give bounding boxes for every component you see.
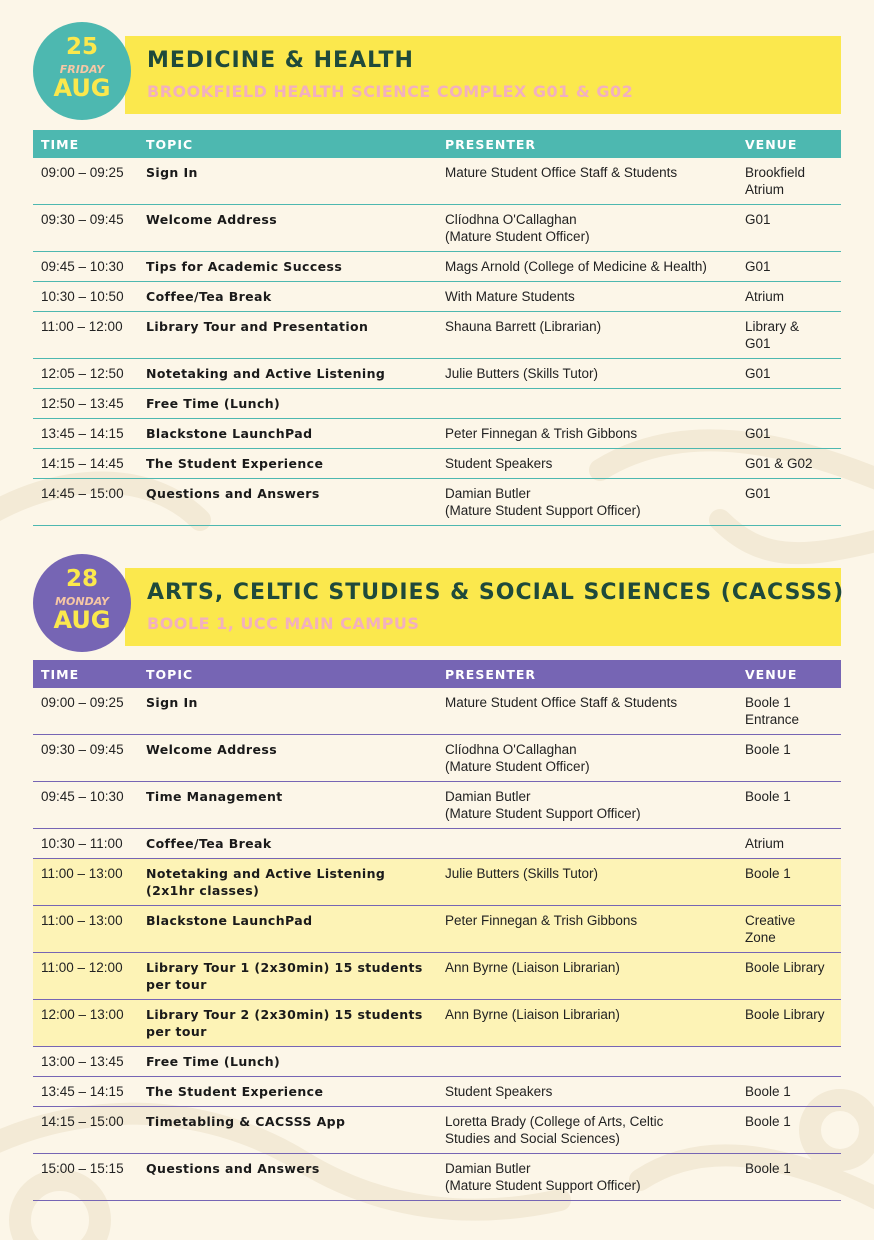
- row-venue: G01: [737, 419, 841, 449]
- header-venue: VENUE: [737, 130, 841, 158]
- schedule-rows: [33, 688, 841, 1201]
- row-time: 12:50 – 13:45: [33, 389, 138, 419]
- row-topic: Blackstone LaunchPad: [138, 419, 437, 449]
- row-time: 13:45 – 14:15: [33, 419, 138, 449]
- row-topic: Time Management: [138, 782, 437, 829]
- row-venue: Boole 1: [737, 1077, 841, 1107]
- row-venue: G01: [737, 252, 841, 282]
- date-day: 25: [65, 34, 98, 60]
- date-month: AUG: [53, 74, 111, 102]
- row-time: 10:30 – 10:50: [33, 282, 138, 312]
- section-banner: [125, 36, 841, 114]
- row-venue: G01: [737, 359, 841, 389]
- row-venue: [737, 1047, 841, 1077]
- row-time: 09:30 – 09:45: [33, 205, 138, 252]
- row-time: 14:15 – 15:00: [33, 1107, 138, 1154]
- row-presenter: [437, 829, 737, 859]
- table-row: [33, 1154, 841, 1201]
- row-presenter: Student Speakers: [437, 1077, 737, 1107]
- row-time: 14:15 – 14:45: [33, 449, 138, 479]
- row-topic: The Student Experience: [138, 1077, 437, 1107]
- row-venue: Library & G01: [737, 312, 841, 359]
- row-time: 14:45 – 15:00: [33, 479, 138, 526]
- row-venue: Boole Library: [737, 1000, 841, 1047]
- date-badge: [33, 554, 131, 652]
- row-venue: Boole 1 Entrance: [737, 688, 841, 735]
- row-presenter: Julie Butters (Skills Tutor): [437, 359, 737, 389]
- table-row: [33, 953, 841, 1000]
- table-header-row: [33, 660, 841, 688]
- table-row: [33, 252, 841, 282]
- table-row: [33, 419, 841, 449]
- row-venue: Boole 1: [737, 859, 841, 906]
- row-presenter: Mature Student Office Staff & Students: [437, 688, 737, 735]
- row-topic: Library Tour 1 (2x30min) 15 students per tour: [138, 953, 437, 1000]
- schedule-table: [33, 130, 841, 526]
- row-venue: Boole 1: [737, 1154, 841, 1201]
- row-time: 15:00 – 15:15: [33, 1154, 138, 1201]
- row-topic: Free Time (Lunch): [138, 389, 437, 419]
- row-presenter: Julie Butters (Skills Tutor): [437, 859, 737, 906]
- row-topic: Welcome Address: [138, 735, 437, 782]
- row-topic: Library Tour 2 (2x30min) 15 students per tour: [138, 1000, 437, 1047]
- row-time: 09:00 – 09:25: [33, 688, 138, 735]
- row-venue: Boole 1: [737, 1107, 841, 1154]
- table-header-row: [33, 130, 841, 158]
- row-presenter: Damian Butler (Mature Student Support Officer): [437, 1154, 737, 1201]
- date-badge: [33, 22, 131, 120]
- table-row: [33, 282, 841, 312]
- row-venue: G01: [737, 205, 841, 252]
- table-row: [33, 782, 841, 829]
- table-row: [33, 906, 841, 953]
- row-topic: Welcome Address: [138, 205, 437, 252]
- table-row: [33, 479, 841, 526]
- table-row: [33, 735, 841, 782]
- table-row: [33, 312, 841, 359]
- table-row: [33, 829, 841, 859]
- table-row: [33, 449, 841, 479]
- row-time: 12:05 – 12:50: [33, 359, 138, 389]
- row-time: 09:00 – 09:25: [33, 158, 138, 205]
- section-title: ARTS, CELTIC STUDIES & SOCIAL SCIENCES (CACSSS): [147, 580, 845, 605]
- table-row: [33, 688, 841, 735]
- row-time: 11:00 – 13:00: [33, 859, 138, 906]
- section-venue-subtitle: BROOKFIELD HEALTH SCIENCE COMPLEX G01 & G02: [147, 82, 634, 101]
- schedule-rows: [33, 158, 841, 526]
- section-title: MEDICINE & HEALTH: [147, 48, 414, 73]
- date-weekday: FRIDAY: [59, 63, 105, 76]
- row-venue: Atrium: [737, 282, 841, 312]
- row-time: 11:00 – 13:00: [33, 906, 138, 953]
- row-presenter: [437, 1047, 737, 1077]
- row-venue: Boole 1: [737, 782, 841, 829]
- row-presenter: Clíodhna O'Callaghan (Mature Student Officer): [437, 735, 737, 782]
- row-topic: Questions and Answers: [138, 1154, 437, 1201]
- row-time: 09:45 – 10:30: [33, 252, 138, 282]
- date-weekday: MONDAY: [55, 595, 109, 608]
- row-topic: Library Tour and Presentation: [138, 312, 437, 359]
- row-presenter: Damian Butler (Mature Student Support Officer): [437, 479, 737, 526]
- row-presenter: Loretta Brady (College of Arts, Celtic Studies and Social Sciences): [437, 1107, 737, 1154]
- row-topic: Questions and Answers: [138, 479, 437, 526]
- row-time: 12:00 – 13:00: [33, 1000, 138, 1047]
- row-time: 09:30 – 09:45: [33, 735, 138, 782]
- date-month: AUG: [53, 606, 111, 634]
- row-topic: Coffee/Tea Break: [138, 829, 437, 859]
- row-topic: Sign In: [138, 688, 437, 735]
- row-presenter: Damian Butler (Mature Student Support Officer): [437, 782, 737, 829]
- table-row: [33, 859, 841, 906]
- row-presenter: With Mature Students: [437, 282, 737, 312]
- header-time: TIME: [33, 130, 138, 158]
- row-venue: Atrium: [737, 829, 841, 859]
- row-topic: Notetaking and Active Listening: [138, 359, 437, 389]
- table-row: [33, 389, 841, 419]
- row-time: 13:45 – 14:15: [33, 1077, 138, 1107]
- row-presenter: [437, 389, 737, 419]
- header-time: TIME: [33, 660, 138, 688]
- header-presenter: PRESENTER: [437, 660, 737, 688]
- schedule-table: [33, 660, 841, 1201]
- row-presenter: Ann Byrne (Liaison Librarian): [437, 953, 737, 1000]
- row-time: 11:00 – 12:00: [33, 953, 138, 1000]
- table-row: [33, 1047, 841, 1077]
- row-presenter: Student Speakers: [437, 449, 737, 479]
- header-presenter: PRESENTER: [437, 130, 737, 158]
- row-venue: G01: [737, 479, 841, 526]
- row-topic: Coffee/Tea Break: [138, 282, 437, 312]
- row-presenter: Mature Student Office Staff & Students: [437, 158, 737, 205]
- row-time: 09:45 – 10:30: [33, 782, 138, 829]
- row-time: 11:00 – 12:00: [33, 312, 138, 359]
- row-venue: G01 & G02: [737, 449, 841, 479]
- header-topic: TOPIC: [138, 130, 437, 158]
- row-venue: [737, 389, 841, 419]
- date-day: 28: [65, 566, 98, 592]
- row-topic: Timetabling & CACSSS App: [138, 1107, 437, 1154]
- row-topic: Tips for Academic Success: [138, 252, 437, 282]
- row-venue: Brookfield Atrium: [737, 158, 841, 205]
- table-row: [33, 1000, 841, 1047]
- row-presenter: Shauna Barrett (Librarian): [437, 312, 737, 359]
- header-venue: VENUE: [737, 660, 841, 688]
- section-venue-subtitle: BOOLE 1, UCC MAIN CAMPUS: [147, 614, 420, 633]
- table-row: [33, 205, 841, 252]
- row-time: 13:00 – 13:45: [33, 1047, 138, 1077]
- header-topic: TOPIC: [138, 660, 437, 688]
- row-presenter: Ann Byrne (Liaison Librarian): [437, 1000, 737, 1047]
- row-presenter: Peter Finnegan & Trish Gibbons: [437, 906, 737, 953]
- row-topic: Blackstone LaunchPad: [138, 906, 437, 953]
- section-banner: [125, 568, 845, 646]
- table-row: [33, 1107, 841, 1154]
- table-row: [33, 158, 841, 205]
- row-venue: Boole Library: [737, 953, 841, 1000]
- row-topic: The Student Experience: [138, 449, 437, 479]
- row-time: 10:30 – 11:00: [33, 829, 138, 859]
- row-presenter: Clíodhna O'Callaghan (Mature Student Officer): [437, 205, 737, 252]
- row-topic: Sign In: [138, 158, 437, 205]
- row-topic: Notetaking and Active Listening (2x1hr classes): [138, 859, 437, 906]
- row-venue: Creative Zone: [737, 906, 841, 953]
- row-presenter: Peter Finnegan & Trish Gibbons: [437, 419, 737, 449]
- row-presenter: Mags Arnold (College of Medicine & Health): [437, 252, 737, 282]
- row-venue: Boole 1: [737, 735, 841, 782]
- table-row: [33, 1077, 841, 1107]
- table-row: [33, 359, 841, 389]
- row-topic: Free Time (Lunch): [138, 1047, 437, 1077]
